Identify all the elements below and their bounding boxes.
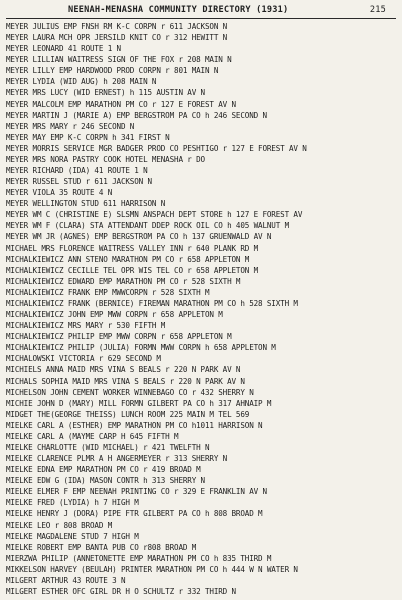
directory-entry: MEYER LEONARD 41 ROUTE 1 N (6, 44, 121, 54)
directory-entry: MIELKE CHARLOTTE (WID MICHAEL) r 421 TWELFTH N (6, 442, 210, 452)
directory-entry: MEYER MRS MARY r 246 SECOND N (6, 121, 135, 131)
directory-entry: MICHALKIEWICZ FRANK (BERNICE) FIREMAN MARATHON PM CO h 528 SIXTH M (6, 298, 298, 308)
page-title: NEENAH-MENASHA COMMUNITY DIRECTORY (1931) (68, 5, 289, 15)
directory-entry: MICHELSON JOHN CEMENT WORKER WINNEBAGO CO r 432 SHERRY N (6, 387, 254, 397)
directory-entry: MEYER WM F (CLARA) STA ATTENDANT DDEP ROCK OIL CO h 405 WALNUT M (6, 221, 289, 231)
directory-entry: MIKKELSON HARVEY (BEULAH) PRINTER MARATHON PM CO h 444 W N WATER N (6, 564, 298, 574)
directory-entry: MIELKE CARL A (ESTHER) EMP MARATHON PM CO h1011 HARRISON N (6, 420, 263, 430)
directory-entry: MICHAEL MRS FLORENCE WAITRESS VALLEY INN r 640 PLANK RD M (6, 243, 259, 253)
directory-entry: MICHALKIEWICZ MRS MARY r 530 FIFTH M (6, 321, 166, 331)
directory-entry: MEYER LILLY EMP HARDWOOD PROD CORPN r 801 MAIN N (6, 66, 219, 76)
directory-entry: MEYER RUSSEL STUD r 611 JACKSON N (6, 177, 152, 187)
page-number: 215 (369, 5, 386, 15)
directory-entry: MEYER RICHARD (IDA) 41 ROUTE 1 N (6, 166, 148, 176)
directory-entry: MILGERT ARTHUR 43 ROUTE 3 N (6, 575, 126, 585)
directory-entry: MIELKE ROBERT EMP BANTA PUB CO r808 BROAD M (6, 542, 197, 552)
directory-entry: MIELKE ELMER F EMP NEENAH PRINTING CO r 329 E FRANKLIN AV N (6, 487, 267, 497)
directory-entry: MICHALKIEWICZ ANN STENO MARATHON PM CO r 658 APPLETON M (6, 254, 250, 264)
directory-entry: MICHALKIEWICZ PHILIP (JULIA) FORMN MWW CORPN h 658 APPLETON M (6, 343, 276, 353)
directory-entry: MEYER JULIUS EMP FNSH RM K-C CORPN r 611 JACKSON N (6, 22, 228, 31)
directory-entry: MICHIELS ANNA MAID MRS VINA S BEALS r 220 N PARK AV N (6, 365, 241, 375)
directory-entry: MIDGET THE(GEORGE THEISS) LUNCH ROOM 225 MAIN M TEL 569 (6, 409, 250, 419)
directory-entry: MEYER LYDIA (WID AUG) h 208 MAIN N (6, 77, 157, 87)
directory-entry: MICHALS SOPHIA MAID MRS VINA S BEALS r 220 N PARK AV N (6, 376, 245, 386)
directory-entry: MIELKE HENRY J (DORA) PIPE FTR GILBERT PA CO h 808 BROAD M (6, 509, 263, 519)
directory-entry: MICHALKIEWICZ CECILLE TEL OPR WIS TEL CO r 658 APPLETON M (6, 265, 259, 275)
directory-entry: MICHALOWSKI VICTORIA r 629 SECOND M (6, 354, 161, 364)
directory-entry: MEYER VIOLA 35 ROUTE 4 N (6, 188, 113, 198)
directory-entry: MEYER WELLINGTON STUD 611 HARRISON N (6, 199, 166, 209)
directory-entry: MEYER MRS LUCY (WID ERNEST) h 115 AUSTIN AV N (6, 88, 205, 98)
directory-entry: MIELKE LEO r 808 BROAD M (6, 520, 113, 530)
directory-entry: MEYER MRS NORA PASTRY COOK HOTEL MENASHA r DO (6, 154, 205, 164)
directory-entry: MEYER LILLIAN WAITRESS SIGN OF THE FOX r 208 MAIN N (6, 55, 232, 65)
directory-entry: MICHALKIEWICZ EDWARD EMP MARATHON PM CO r 528 SIXTH M (6, 276, 241, 286)
directory-entry: MIELKE FRED (LYDIA) h 7 HIGH M (6, 498, 139, 508)
directory-entry: MEYER MALCOLM EMP MARATHON PM CO r 127 E FOREST AV N (6, 99, 236, 109)
directory-entry: MIERZWA PHILIP (ANNETONETTE EMP MARATHON PM CO h 835 THIRD M (6, 553, 272, 563)
directory-entry: MIELKE CARL A (MAYME CARP H 645 FIFTH M (6, 431, 179, 441)
directory-entry: MIELKE CLARENCE PLMR A H ANGERMEYER r 313 SHERRY N (6, 454, 228, 464)
directory-entry: MEYER MARTIN J (MARIE A) EMP BERGSTROM PA CO h 246 SECOND N (6, 110, 267, 120)
directory-entries (6, 21, 396, 597)
directory-entry: MEYER MAY EMP K-C CORPN h 341 FIRST N (6, 132, 170, 142)
directory-entry: MICHALKIEWICZ JOHN EMP MWW CORPN r 658 APPLETON M (6, 310, 223, 320)
page-header (6, 5, 396, 19)
directory-entry: MEYER WM JR (AGNES) EMP BERGSTROM PA CO h 137 GRUENWALD AV N (6, 232, 272, 242)
directory-entry: MEYER MORRIS SERVICE MGR BADGER PROD CO PESHTIGO r 127 E FOREST AV N (6, 143, 307, 153)
directory-entry: MICHIE JOHN D (MARY) MILL FORMN GILBERT PA CO h 317 AHNAIP M (6, 398, 272, 408)
directory-entry: MICHALKIEWICZ PHILIP EMP MWW CORPN r 658 APPLETON M (6, 332, 232, 342)
directory-entry: MIELKE EDNA EMP MARATHON PM CO r 419 BROAD M (6, 465, 201, 475)
directory-entry: MIELKE MAGDALENE STUD 7 HIGH M (6, 531, 139, 541)
directory-entry: MILGERT ESTHER OFC GIRL DR H O SCHULTZ r 332 THIRD N (6, 586, 236, 596)
directory-entry: MIELKE EDW G (IDA) MASON CONTR h 313 SHERRY N (6, 476, 205, 486)
directory-entry: MICHALKIEWICZ FRANK EMP MWWCORPN r 528 SIXTH M (6, 287, 210, 297)
directory-entry: MEYER WM C (CHRISTINE E) SLSMN ANSPACH DEPT STORE h 127 E FOREST AV (6, 210, 303, 220)
directory-entry: MEYER LAURA MCH OPR JERSILD KNIT CO r 312 HEWITT N (6, 33, 228, 43)
